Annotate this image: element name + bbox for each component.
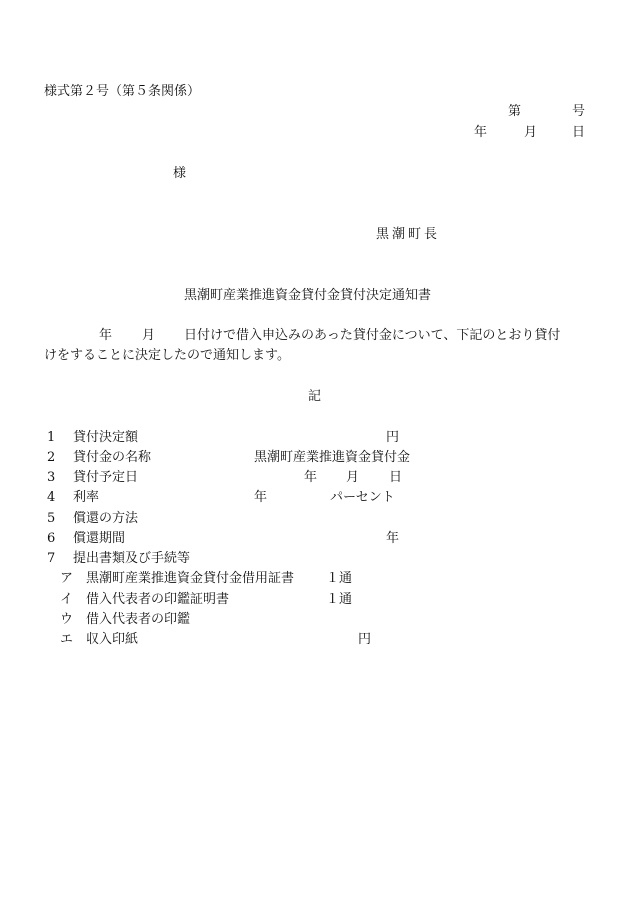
subitem-label: 借入代表者の印鑑証明書 <box>86 592 230 607</box>
subitem-label: 黒潮町産業推進資金貸付金借用証書 <box>86 571 295 586</box>
item-label: 償還期間 <box>73 531 126 546</box>
subitem-value: １通 <box>326 571 353 586</box>
sender-title: 黒潮町長 <box>376 227 441 242</box>
item-label: 利率 <box>73 490 100 505</box>
item-value: 年 <box>386 531 400 546</box>
item-value: 円 <box>386 430 400 445</box>
date-month: 月 <box>524 125 538 140</box>
document-title: 黒潮町産業推進資金貸付金貸付決定通知書 <box>184 288 432 303</box>
item-num: 3 <box>47 470 56 485</box>
subitem-label: 収入印紙 <box>86 632 139 647</box>
subitem-mark: ア <box>60 571 74 586</box>
item-label: 提出書類及び手続等 <box>73 551 191 566</box>
body-line2: けをすることに決定したので通知します。 <box>44 348 290 363</box>
item-num: 7 <box>47 551 56 566</box>
item-num: 2 <box>47 450 56 465</box>
item-label: 償還の方法 <box>73 511 139 526</box>
number-dai: 第 <box>508 104 522 119</box>
item-label: 貸付金の名称 <box>73 450 152 465</box>
item-num: 6 <box>47 531 56 546</box>
subitem-mark: ウ <box>60 612 74 627</box>
form-number: 様式第２号（第５条関係） <box>44 84 201 99</box>
subitem-value: 円 <box>358 632 372 647</box>
item-num: 4 <box>47 490 56 505</box>
body-line1: 日付けで借入申込みのあった貸付金について、下記のとおり貸付 <box>184 328 561 343</box>
item-num: 1 <box>47 430 56 445</box>
subitem-mark: イ <box>60 592 74 607</box>
subitem-value: １通 <box>326 592 353 607</box>
item-label: 貸付決定額 <box>73 430 139 445</box>
date-day: 日 <box>572 125 586 140</box>
item-value-month: 月 <box>346 470 360 485</box>
item-label: 貸付予定日 <box>73 470 139 485</box>
subitem-mark: エ <box>60 632 74 647</box>
addressee-sama: 様 <box>173 166 187 181</box>
item-value-year: 年 <box>254 490 268 505</box>
subitem-label: 借入代表者の印鑑 <box>86 612 191 627</box>
body-year: 年 <box>99 328 113 343</box>
item-value: 黒潮町産業推進資金貸付金 <box>254 450 411 465</box>
date-year: 年 <box>474 125 488 140</box>
item-value-percent: パーセント <box>330 490 395 505</box>
ki-heading: 記 <box>308 389 322 404</box>
item-num: 5 <box>47 511 56 526</box>
number-go: 号 <box>572 104 586 119</box>
body-month: 月 <box>142 328 156 343</box>
item-value-year: 年 <box>304 470 318 485</box>
item-value-day: 日 <box>389 470 403 485</box>
